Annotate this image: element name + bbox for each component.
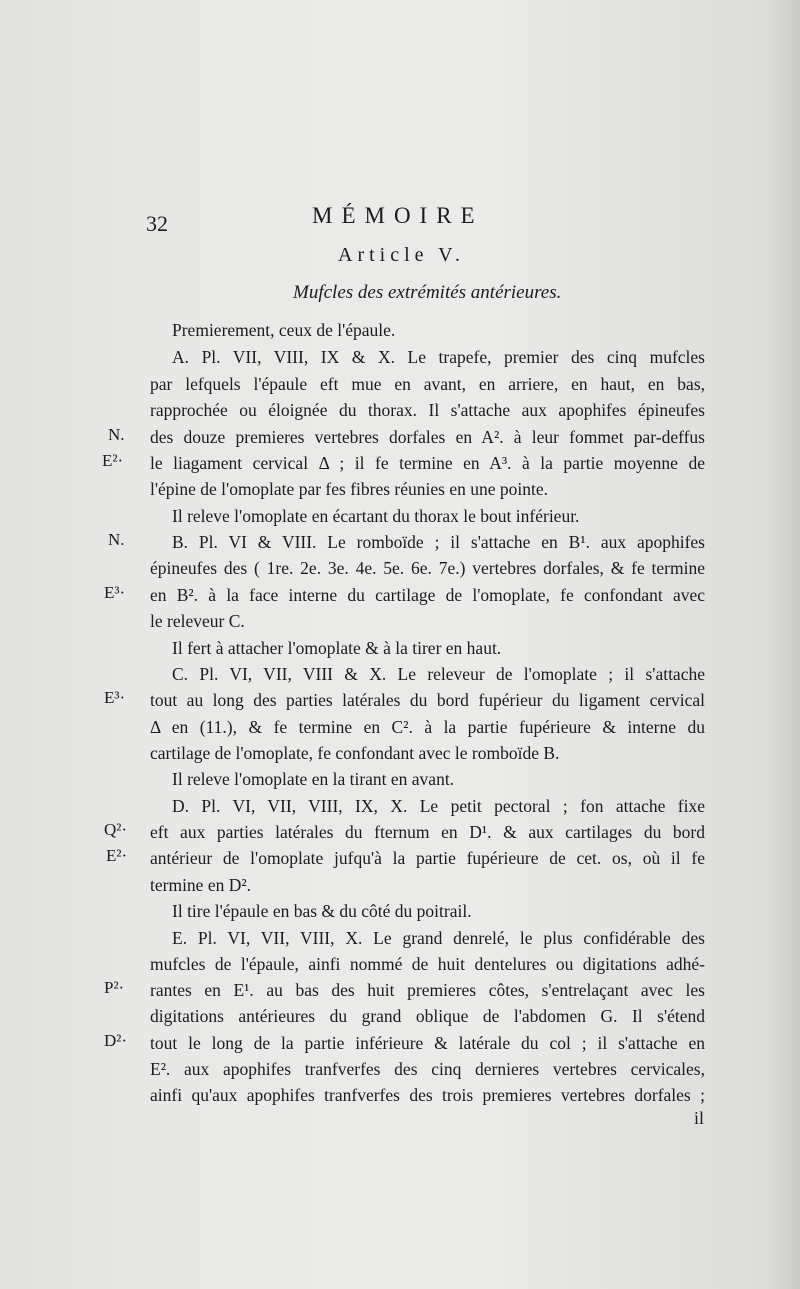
text-line: Premierement, ceux de l'épaule. bbox=[172, 320, 396, 340]
section-subtitle: Mufcles des extrémités antérieures. bbox=[293, 282, 562, 303]
text-line: le releveur C. bbox=[150, 611, 245, 631]
text-line: des douze premieres vertebres dorfales en A². à leur fommet par-deffus bbox=[150, 427, 705, 447]
text-line: en B². à la face interne du cartilage de l'omoplate, fe confondant avec bbox=[150, 585, 705, 605]
text-line: E. Pl. VI, VII, VIII, X. Le grand denrelé, le plus confidérable des bbox=[172, 928, 705, 948]
text-line: par lefquels l'épaule eft mue en avant, en arriere, en haut, en bas, bbox=[150, 374, 705, 394]
text-line: E². aux apophifes tranfverfes des cinq dernieres vertebres cervicales, bbox=[150, 1059, 705, 1079]
catchword: il bbox=[694, 1108, 705, 1128]
margin-note: E²· bbox=[106, 846, 128, 865]
text-line: eft aux parties latérales du fternum en D¹. & aux cartilages du bord bbox=[150, 822, 705, 842]
text-line: antérieur de l'omoplate jufqu'à la partie fupérieure de cet. os, où il fe bbox=[150, 848, 705, 868]
text-line: A. Pl. VII, VIII, IX & X. Le trapefe, premier des cinq mufcles bbox=[172, 347, 705, 367]
text-line: Δ en (11.), & fe termine en C². à la partie fupérieure & interne du bbox=[150, 717, 705, 737]
text-line: tout le long de la partie inférieure & latérale du col ; il s'attache en bbox=[150, 1033, 705, 1053]
text-line: termine en D². bbox=[150, 875, 251, 895]
text-line: mufcles de l'épaule, ainfi nommé de huit dentelures ou digitations adhé- bbox=[150, 954, 705, 974]
text-line: l'épine de l'omoplate par fes fibres réunies en une pointe. bbox=[150, 479, 548, 499]
text-line: tout au long des parties latérales du bord fupérieur du ligament cervical bbox=[150, 690, 705, 710]
running-title: MÉMOIRE bbox=[312, 203, 484, 228]
text-line: B. Pl. VI & VIII. Le romboïde ; il s'attache en B¹. aux apophifes bbox=[172, 532, 705, 552]
margin-note: E³· bbox=[104, 688, 126, 707]
text-line: cartilage de l'omoplate, fe confondant avec le romboïde B. bbox=[150, 743, 560, 763]
text-line: rantes en E¹. au bas des huit premieres côtes, s'entrelaçant avec les bbox=[150, 980, 705, 1000]
margin-note: E²· bbox=[102, 451, 124, 470]
text-line: digitations antérieures du grand oblique de l'abdomen G. Il s'étend bbox=[150, 1006, 705, 1026]
text-line: ainfi qu'aux apophifes tranfverfes des trois premieres vertebres dorfales ; bbox=[150, 1085, 705, 1105]
margin-note: N. bbox=[108, 425, 125, 444]
text-line: épineufes des ( 1re. 2e. 3e. 4e. 5e. 6e. 7e.) vertebres dorfales, & fe termine bbox=[150, 558, 705, 578]
text-line: D. Pl. VI, VII, VIII, IX, X. Le petit pectoral ; fon attache fixe bbox=[172, 796, 705, 816]
page-number: 32 bbox=[146, 211, 168, 236]
margin-note: Q²· bbox=[104, 820, 128, 839]
text-line: Il fert à attacher l'omoplate & à la tirer en haut. bbox=[172, 638, 502, 658]
text-line: rapprochée ou éloignée du thorax. Il s'attache aux apophifes épineufes bbox=[150, 400, 705, 420]
text-line: C. Pl. VI, VII, VIII & X. Le releveur de l'omoplate ; il s'attache bbox=[172, 664, 705, 684]
text-line: Il releve l'omoplate en écartant du thorax le bout inférieur. bbox=[172, 506, 580, 526]
text-line: Il releve l'omoplate en la tirant en avant. bbox=[172, 769, 455, 789]
margin-note: N. bbox=[108, 530, 125, 549]
margin-note: E³· bbox=[104, 583, 126, 602]
article-heading: Article V. bbox=[338, 244, 466, 266]
text-line: Il tire l'épaule en bas & du côté du poitrail. bbox=[172, 901, 472, 921]
margin-note: P²· bbox=[104, 978, 125, 997]
margin-note: D²· bbox=[104, 1031, 128, 1050]
text-line: le liagament cervical Δ ; il fe termine en A³. à la partie moyenne de bbox=[150, 453, 705, 473]
